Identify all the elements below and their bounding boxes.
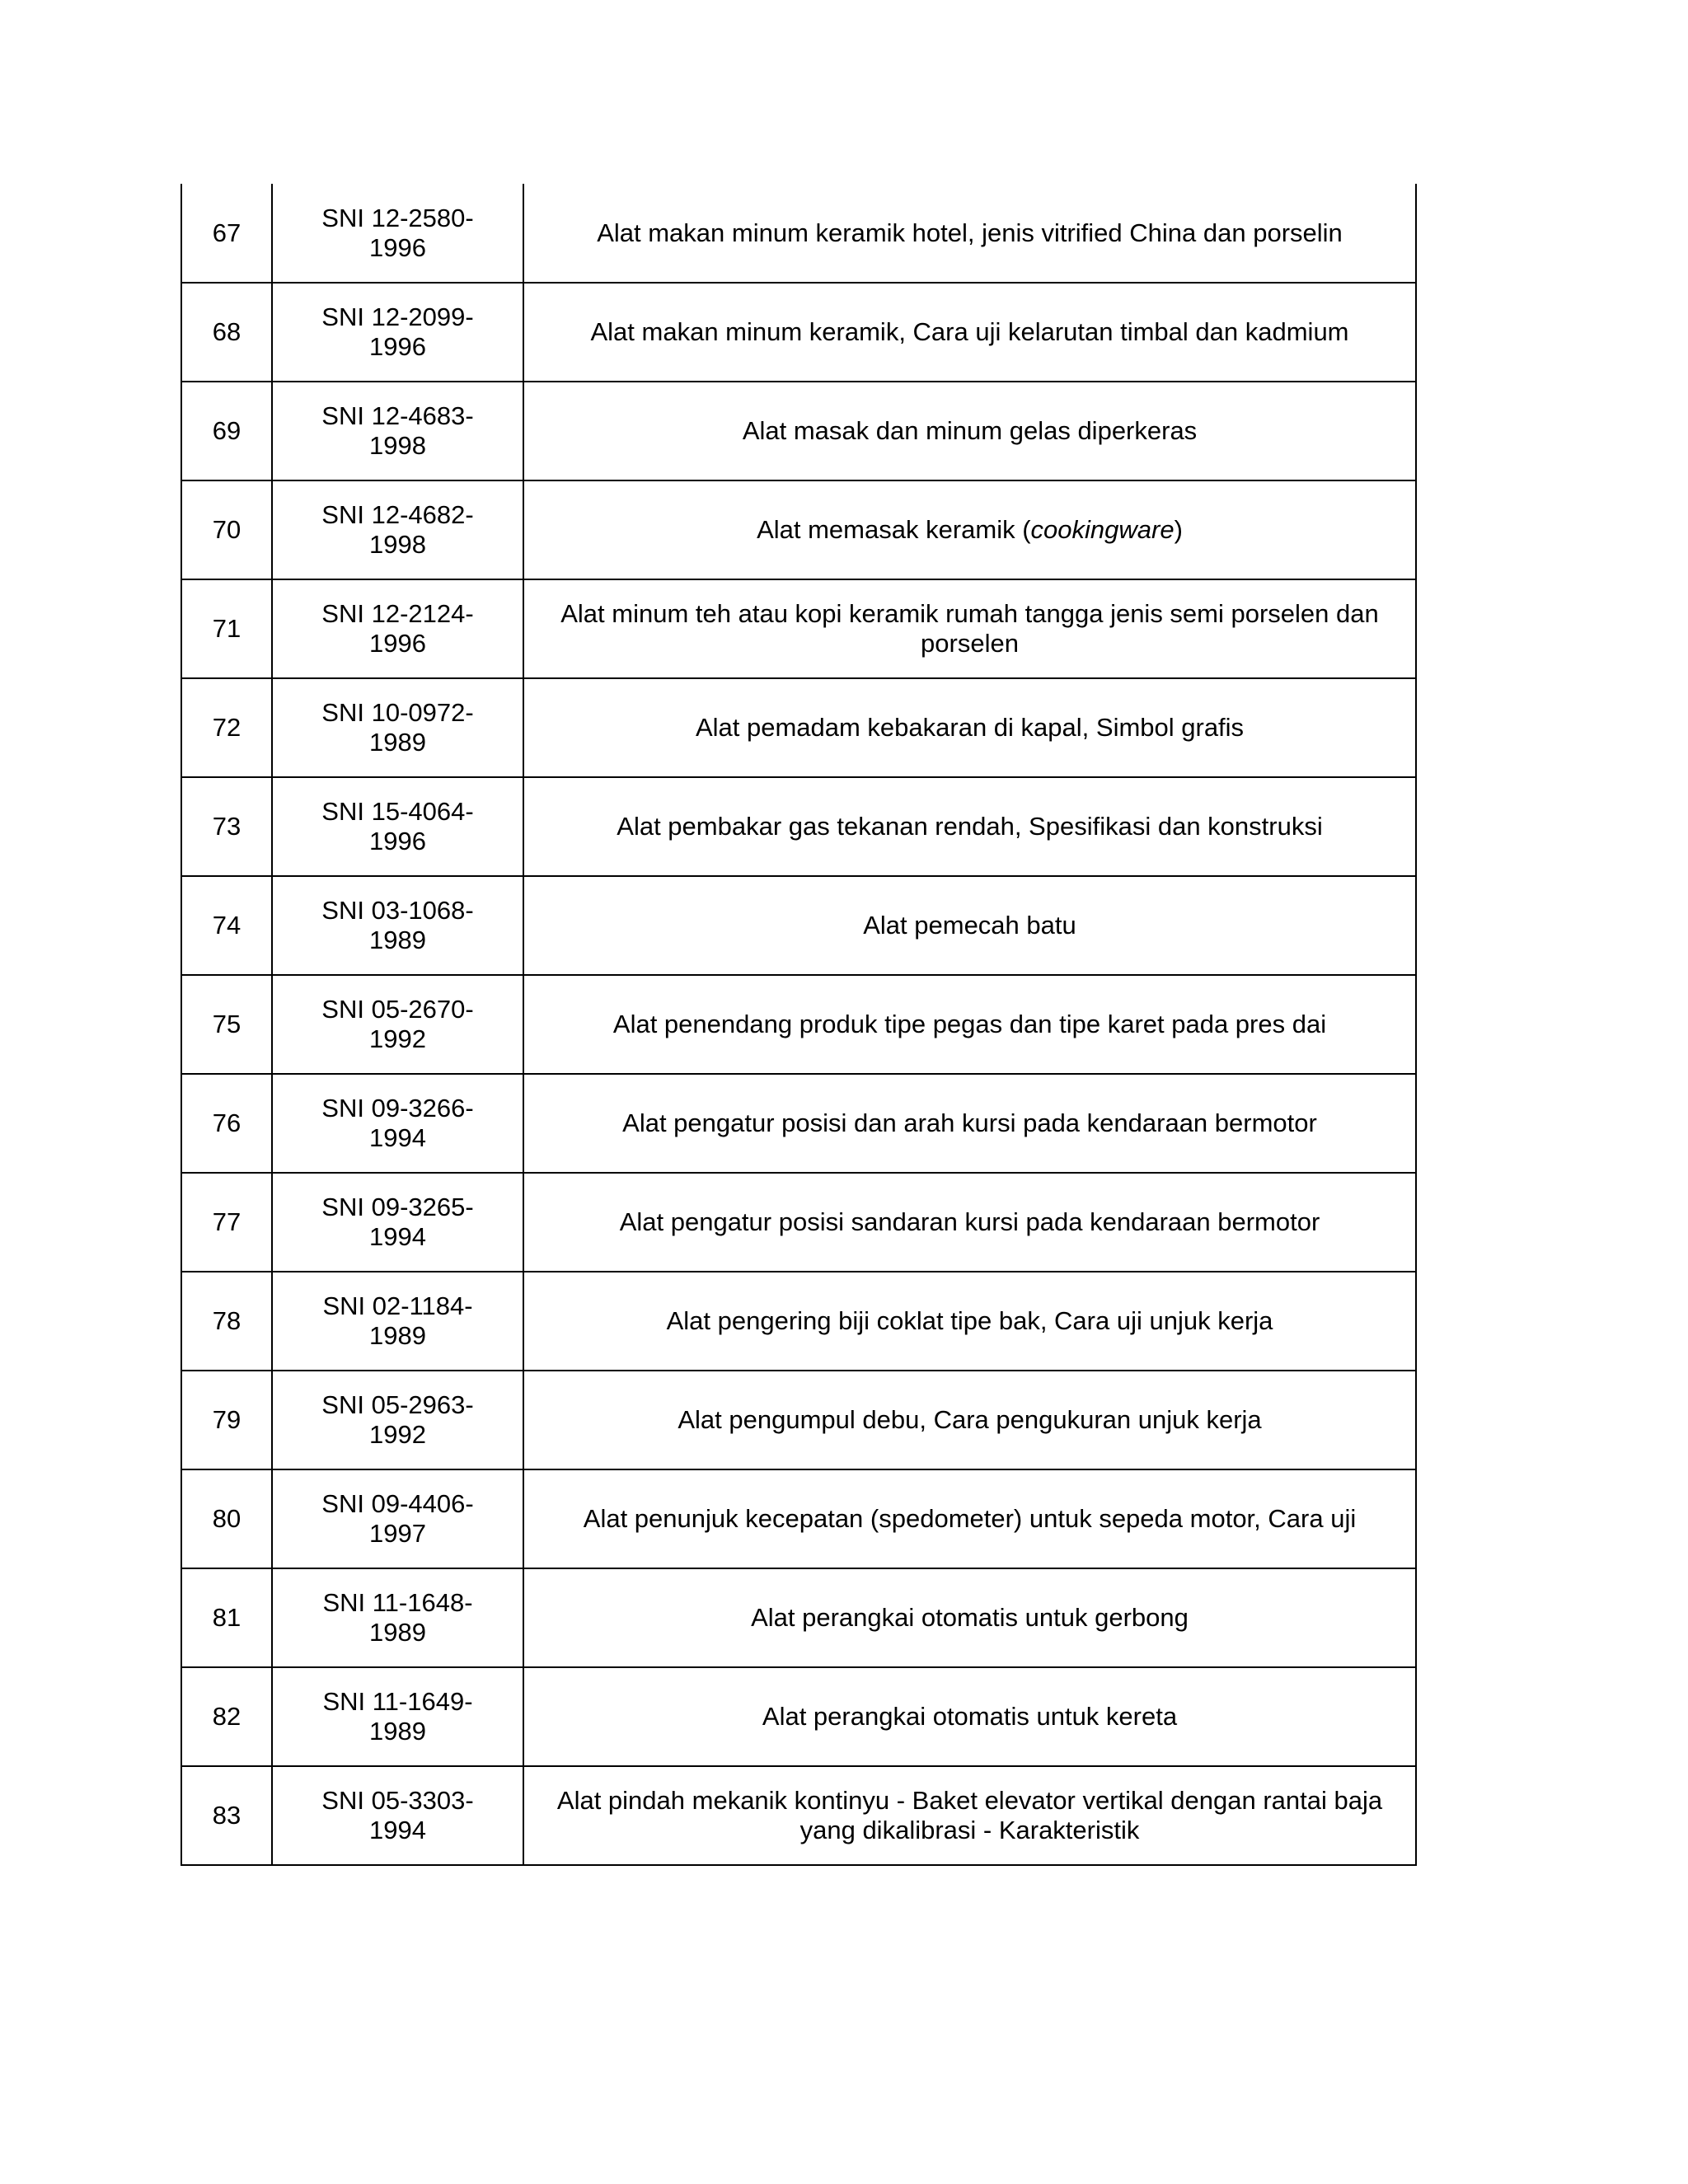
standard-code: SNI 11-1649-1989 [272, 1667, 523, 1766]
table-row [181, 1667, 1416, 1766]
standard-code: SNI 12-2099-1996 [272, 283, 523, 382]
table-row [181, 1371, 1416, 1469]
standard-title [523, 579, 1416, 678]
title-line: Alat pindah mekanik kontinyu - Baket elevator vertikal dengan rantai baja [556, 1786, 1383, 1815]
table-row [181, 1272, 1416, 1371]
standard-code: SNI 12-2124-1996 [272, 579, 523, 678]
standard-code: SNI 10-0972-1989 [272, 678, 523, 777]
title-text: ) [1174, 515, 1183, 544]
standard-title [523, 480, 1416, 579]
row-number: 67 [181, 184, 272, 283]
standard-title: Alat pemecah batu [523, 876, 1416, 975]
row-number: 77 [181, 1173, 272, 1272]
title-italic-term: cookingware [1030, 515, 1175, 544]
standard-code: SNI 12-4683-1998 [272, 382, 523, 480]
standard-title [523, 1766, 1416, 1865]
table-row [181, 1568, 1416, 1667]
standard-title: Alat perangkai otomatis untuk gerbong [523, 1568, 1416, 1667]
standard-code: SNI 09-4406-1997 [272, 1469, 523, 1568]
row-number: 79 [181, 1371, 272, 1469]
table-row [181, 1766, 1416, 1865]
standard-code: SNI 12-4682-1998 [272, 480, 523, 579]
standard-title: Alat pengatur posisi dan arah kursi pada kendaraan bermotor [523, 1074, 1416, 1173]
table-row [181, 1173, 1416, 1272]
row-number: 80 [181, 1469, 272, 1568]
standard-title: Alat makan minum keramik, Cara uji kelarutan timbal dan kadmium [523, 283, 1416, 382]
sni-standards-table [181, 184, 1417, 1866]
standard-code: SNI 05-2670-1992 [272, 975, 523, 1074]
standard-code: SNI 09-3266-1994 [272, 1074, 523, 1173]
standard-title: Alat pembakar gas tekanan rendah, Spesifikasi dan konstruksi [523, 777, 1416, 876]
row-number: 76 [181, 1074, 272, 1173]
standard-title: Alat pengumpul debu, Cara pengukuran unjuk kerja [523, 1371, 1416, 1469]
standard-code: SNI 11-1648-1989 [272, 1568, 523, 1667]
row-number: 69 [181, 382, 272, 480]
standard-code: SNI 09-3265-1994 [272, 1173, 523, 1272]
table-row [181, 480, 1416, 579]
table-row [181, 579, 1416, 678]
table-row [181, 1074, 1416, 1173]
standard-code: SNI 02-1184-1989 [272, 1272, 523, 1371]
title-line: porselen [921, 629, 1019, 658]
standard-title: Alat pengatur posisi sandaran kursi pada kendaraan bermotor [523, 1173, 1416, 1272]
table-row [181, 283, 1416, 382]
standard-title: Alat penunjuk kecepatan (spedometer) untuk sepeda motor, Cara uji [523, 1469, 1416, 1568]
standard-title: Alat makan minum keramik hotel, jenis vitrified China dan porselin [523, 184, 1416, 283]
row-number: 74 [181, 876, 272, 975]
standard-code: SNI 03-1068-1989 [272, 876, 523, 975]
table-row [181, 184, 1416, 283]
table-row [181, 975, 1416, 1074]
row-number: 78 [181, 1272, 272, 1371]
table-row [181, 382, 1416, 480]
standard-code: SNI 15-4064-1996 [272, 777, 523, 876]
row-number: 83 [181, 1766, 272, 1865]
standard-code: SNI 05-2963-1992 [272, 1371, 523, 1469]
row-number: 73 [181, 777, 272, 876]
title-line: yang dikalibrasi - Karakteristik [799, 1816, 1140, 1844]
title-line: Alat minum teh atau kopi keramik rumah tangga jenis semi porselen dan [560, 599, 1379, 628]
title-text: Alat memasak keramik ( [757, 515, 1031, 544]
row-number: 71 [181, 579, 272, 678]
standard-title: Alat pemadam kebakaran di kapal, Simbol grafis [523, 678, 1416, 777]
table-row [181, 1469, 1416, 1568]
standard-title: Alat pengering biji coklat tipe bak, Cara uji unjuk kerja [523, 1272, 1416, 1371]
row-number: 68 [181, 283, 272, 382]
row-number: 70 [181, 480, 272, 579]
table-row [181, 777, 1416, 876]
standard-code: SNI 12-2580-1996 [272, 184, 523, 283]
table-row [181, 876, 1416, 975]
standard-title: Alat masak dan minum gelas diperkeras [523, 382, 1416, 480]
standard-title: Alat perangkai otomatis untuk kereta [523, 1667, 1416, 1766]
row-number: 82 [181, 1667, 272, 1766]
row-number: 72 [181, 678, 272, 777]
standard-title: Alat penendang produk tipe pegas dan tipe karet pada pres dai [523, 975, 1416, 1074]
row-number: 75 [181, 975, 272, 1074]
table-row [181, 678, 1416, 777]
standard-code: SNI 05-3303-1994 [272, 1766, 523, 1865]
row-number: 81 [181, 1568, 272, 1667]
